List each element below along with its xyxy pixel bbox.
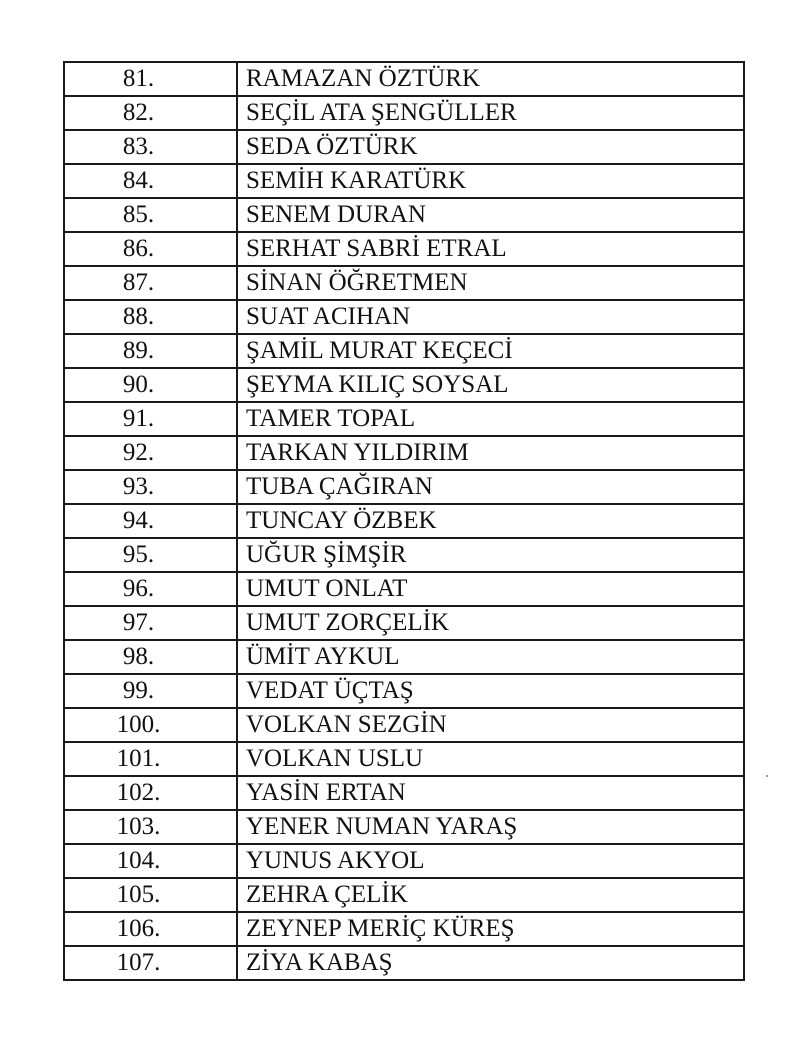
person-name: SEÇİL ATA ŞENGÜLLER <box>237 96 744 130</box>
name-list-body <box>64 62 744 980</box>
row-number: 103. <box>64 810 237 844</box>
row-number: 91. <box>64 402 237 436</box>
person-name: ZEYNEP MERİÇ KÜREŞ <box>237 912 744 946</box>
table-row <box>64 742 744 776</box>
row-number: 81. <box>64 62 237 96</box>
row-number: 105. <box>64 878 237 912</box>
person-name: SEMİH KARATÜRK <box>237 164 744 198</box>
row-number: 107. <box>64 946 237 980</box>
row-number: 97. <box>64 606 237 640</box>
row-number: 90. <box>64 368 237 402</box>
row-number: 84. <box>64 164 237 198</box>
person-name: UĞUR ŞİMŞİR <box>237 538 744 572</box>
table-row <box>64 164 744 198</box>
row-number: 88. <box>64 300 237 334</box>
row-number: 106. <box>64 912 237 946</box>
person-name: SUAT ACIHAN <box>237 300 744 334</box>
person-name: TUBA ÇAĞIRAN <box>237 470 744 504</box>
row-number: 95. <box>64 538 237 572</box>
table-row <box>64 266 744 300</box>
row-number: 100. <box>64 708 237 742</box>
row-number: 89. <box>64 334 237 368</box>
person-name: ŞAMİL MURAT KEÇECİ <box>237 334 744 368</box>
table-row <box>64 912 744 946</box>
person-name: YASİN ERTAN <box>237 776 744 810</box>
person-name: ZEHRA ÇELİK <box>237 878 744 912</box>
row-number: 102. <box>64 776 237 810</box>
row-number: 86. <box>64 232 237 266</box>
table-row <box>64 946 744 980</box>
row-number: 101. <box>64 742 237 776</box>
person-name: VOLKAN SEZGİN <box>237 708 744 742</box>
row-number: 92. <box>64 436 237 470</box>
person-name: SİNAN ÖĞRETMEN <box>237 266 744 300</box>
table-row <box>64 606 744 640</box>
table-row <box>64 436 744 470</box>
row-number: 96. <box>64 572 237 606</box>
person-name: SERHAT SABRİ ETRAL <box>237 232 744 266</box>
table-row <box>64 130 744 164</box>
table-row <box>64 198 744 232</box>
table-row <box>64 572 744 606</box>
row-number: 93. <box>64 470 237 504</box>
table-row <box>64 538 744 572</box>
row-number: 104. <box>64 844 237 878</box>
row-number: 94. <box>64 504 237 538</box>
table-row <box>64 844 744 878</box>
table-row <box>64 878 744 912</box>
row-number: 87. <box>64 266 237 300</box>
person-name: YENER NUMAN YARAŞ <box>237 810 744 844</box>
person-name: UMUT ZORÇELİK <box>237 606 744 640</box>
person-name: YUNUS AKYOL <box>237 844 744 878</box>
table-row <box>64 640 744 674</box>
person-name: ŞEYMA KILIÇ SOYSAL <box>237 368 744 402</box>
table-row <box>64 504 744 538</box>
person-name: UMUT ONLAT <box>237 572 744 606</box>
row-number: 82. <box>64 96 237 130</box>
person-name: ZİYA KABAŞ <box>237 946 744 980</box>
row-number: 99. <box>64 674 237 708</box>
person-name: VOLKAN USLU <box>237 742 744 776</box>
person-name: RAMAZAN ÖZTÜRK <box>237 62 744 96</box>
table-row <box>64 810 744 844</box>
table-row <box>64 674 744 708</box>
table-row <box>64 96 744 130</box>
table-row <box>64 334 744 368</box>
person-name: TAMER TOPAL <box>237 402 744 436</box>
person-name: VEDAT ÜÇTAŞ <box>237 674 744 708</box>
table-row <box>64 232 744 266</box>
table-row <box>64 470 744 504</box>
table-row <box>64 776 744 810</box>
person-name: TUNCAY ÖZBEK <box>237 504 744 538</box>
person-name: TARKAN YILDIRIM <box>237 436 744 470</box>
table-row <box>64 300 744 334</box>
person-name: SENEM DURAN <box>237 198 744 232</box>
name-list-table <box>63 61 745 981</box>
table-row <box>64 708 744 742</box>
table-row <box>64 402 744 436</box>
row-number: 85. <box>64 198 237 232</box>
table-row <box>64 62 744 96</box>
person-name: ÜMİT AYKUL <box>237 640 744 674</box>
row-number: 83. <box>64 130 237 164</box>
scan-speck <box>766 775 768 777</box>
row-number: 98. <box>64 640 237 674</box>
person-name: SEDA ÖZTÜRK <box>237 130 744 164</box>
table-row <box>64 368 744 402</box>
